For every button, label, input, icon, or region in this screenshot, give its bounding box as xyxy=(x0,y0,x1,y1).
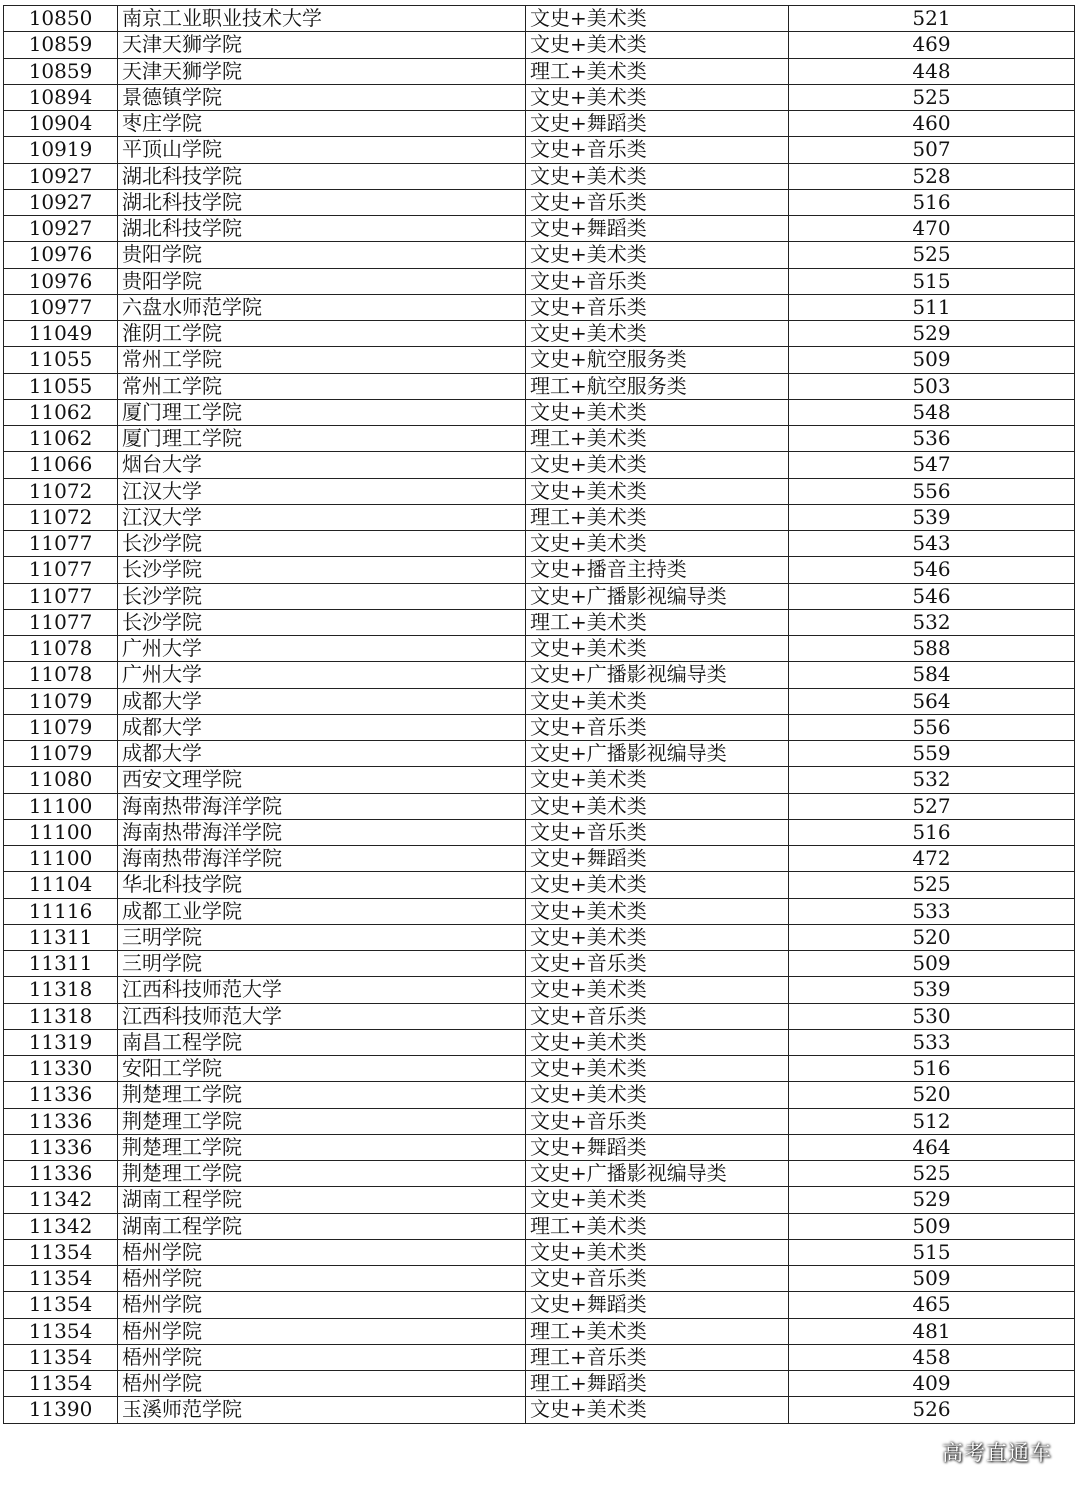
table-row xyxy=(4,111,1075,137)
institution-name-cell: 常州工学院 xyxy=(118,347,526,373)
institution-name-cell: 湖北科技学院 xyxy=(118,163,526,189)
institution-name-cell: 湖北科技学院 xyxy=(118,216,526,242)
institution-name-cell: 安阳工学院 xyxy=(118,1056,526,1082)
min-score-cell: 556 xyxy=(789,714,1075,740)
table-row xyxy=(4,58,1075,84)
subject-category-cell: 文史+音乐类 xyxy=(526,1108,789,1134)
institution-name-cell: 梧州学院 xyxy=(118,1239,526,1265)
table-row xyxy=(4,1292,1075,1318)
min-score-cell: 509 xyxy=(789,951,1075,977)
institution-code-cell: 11049 xyxy=(4,321,118,347)
subject-category-cell: 理工+美术类 xyxy=(526,1213,789,1239)
institution-code-cell: 11072 xyxy=(4,478,118,504)
institution-name-cell: 梧州学院 xyxy=(118,1266,526,1292)
institution-name-cell: 厦门理工学院 xyxy=(118,426,526,452)
table-row xyxy=(4,321,1075,347)
institution-code-cell: 10919 xyxy=(4,137,118,163)
institution-name-cell: 梧州学院 xyxy=(118,1292,526,1318)
institution-code-cell: 11330 xyxy=(4,1056,118,1082)
table-row xyxy=(4,872,1075,898)
min-score-cell: 526 xyxy=(789,1397,1075,1423)
institution-code-cell: 11336 xyxy=(4,1134,118,1160)
institution-name-cell: 长沙学院 xyxy=(118,531,526,557)
min-score-cell: 536 xyxy=(789,426,1075,452)
institution-name-cell: 长沙学院 xyxy=(118,557,526,583)
subject-category-cell: 文史+美术类 xyxy=(526,531,789,557)
subject-category-cell: 文史+舞蹈类 xyxy=(526,216,789,242)
subject-category-cell: 文史+美术类 xyxy=(526,898,789,924)
institution-code-cell: 11318 xyxy=(4,1003,118,1029)
table-row xyxy=(4,452,1075,478)
institution-name-cell: 荆楚理工学院 xyxy=(118,1082,526,1108)
subject-category-cell: 文史+航空服务类 xyxy=(526,347,789,373)
institution-name-cell: 三明学院 xyxy=(118,924,526,950)
subject-category-cell: 文史+美术类 xyxy=(526,1082,789,1108)
subject-category-cell: 理工+美术类 xyxy=(526,58,789,84)
table-row xyxy=(4,1003,1075,1029)
institution-name-cell: 长沙学院 xyxy=(118,609,526,635)
min-score-cell: 409 xyxy=(789,1371,1075,1397)
institution-name-cell: 景德镇学院 xyxy=(118,84,526,110)
min-score-cell: 525 xyxy=(789,872,1075,898)
subject-category-cell: 文史+音乐类 xyxy=(526,1266,789,1292)
institution-name-cell: 天津天狮学院 xyxy=(118,32,526,58)
institution-name-cell: 江汉大学 xyxy=(118,478,526,504)
table-row xyxy=(4,898,1075,924)
institution-code-cell: 11319 xyxy=(4,1029,118,1055)
institution-name-cell: 荆楚理工学院 xyxy=(118,1108,526,1134)
subject-category-cell: 文史+音乐类 xyxy=(526,268,789,294)
institution-name-cell: 海南热带海洋学院 xyxy=(118,819,526,845)
institution-name-cell: 海南热带海洋学院 xyxy=(118,846,526,872)
institution-name-cell: 贵阳学院 xyxy=(118,242,526,268)
institution-name-cell: 广州大学 xyxy=(118,662,526,688)
table-row xyxy=(4,531,1075,557)
institution-code-cell: 11100 xyxy=(4,846,118,872)
institution-name-cell: 厦门理工学院 xyxy=(118,399,526,425)
table-row xyxy=(4,1239,1075,1265)
min-score-cell: 539 xyxy=(789,504,1075,530)
institution-code-cell: 11354 xyxy=(4,1344,118,1370)
min-score-cell: 564 xyxy=(789,688,1075,714)
subject-category-cell: 理工+音乐类 xyxy=(526,1344,789,1370)
institution-code-cell: 11354 xyxy=(4,1292,118,1318)
table-row xyxy=(4,294,1075,320)
institution-code-cell: 11336 xyxy=(4,1161,118,1187)
score-table xyxy=(3,5,1075,1424)
institution-name-cell: 长沙学院 xyxy=(118,583,526,609)
subject-category-cell: 文史+音乐类 xyxy=(526,1003,789,1029)
table-row xyxy=(4,373,1075,399)
min-score-cell: 529 xyxy=(789,1187,1075,1213)
institution-code-cell: 11078 xyxy=(4,662,118,688)
admission-score-sheet xyxy=(3,5,1075,1424)
subject-category-cell: 文史+美术类 xyxy=(526,84,789,110)
subject-category-cell: 理工+美术类 xyxy=(526,504,789,530)
watermark: 高考直通车 xyxy=(942,1441,1052,1465)
institution-code-cell: 10927 xyxy=(4,163,118,189)
institution-name-cell: 常州工学院 xyxy=(118,373,526,399)
subject-category-cell: 文史+美术类 xyxy=(526,1397,789,1423)
subject-category-cell: 文史+美术类 xyxy=(526,1029,789,1055)
institution-name-cell: 贵阳学院 xyxy=(118,268,526,294)
table-row xyxy=(4,1371,1075,1397)
subject-category-cell: 文史+音乐类 xyxy=(526,137,789,163)
min-score-cell: 525 xyxy=(789,1161,1075,1187)
table-row xyxy=(4,636,1075,662)
subject-category-cell: 文史+美术类 xyxy=(526,1056,789,1082)
institution-code-cell: 11311 xyxy=(4,924,118,950)
institution-name-cell: 湖南工程学院 xyxy=(118,1187,526,1213)
institution-code-cell: 11336 xyxy=(4,1082,118,1108)
min-score-cell: 464 xyxy=(789,1134,1075,1160)
subject-category-cell: 文史+美术类 xyxy=(526,1187,789,1213)
subject-category-cell: 文史+美术类 xyxy=(526,242,789,268)
min-score-cell: 532 xyxy=(789,609,1075,635)
subject-category-cell: 文史+舞蹈类 xyxy=(526,846,789,872)
min-score-cell: 458 xyxy=(789,1344,1075,1370)
institution-code-cell: 11100 xyxy=(4,819,118,845)
institution-code-cell: 11079 xyxy=(4,741,118,767)
institution-name-cell: 江西科技师范大学 xyxy=(118,977,526,1003)
subject-category-cell: 文史+广播影视编导类 xyxy=(526,583,789,609)
institution-code-cell: 11116 xyxy=(4,898,118,924)
institution-code-cell: 10859 xyxy=(4,58,118,84)
min-score-cell: 584 xyxy=(789,662,1075,688)
min-score-cell: 521 xyxy=(789,6,1075,32)
subject-category-cell: 文史+美术类 xyxy=(526,977,789,1003)
table-row xyxy=(4,399,1075,425)
table-row xyxy=(4,163,1075,189)
min-score-cell: 533 xyxy=(789,1029,1075,1055)
subject-category-cell: 文史+美术类 xyxy=(526,767,789,793)
table-row xyxy=(4,714,1075,740)
table-row xyxy=(4,268,1075,294)
institution-name-cell: 湖北科技学院 xyxy=(118,189,526,215)
subject-category-cell: 文史+美术类 xyxy=(526,321,789,347)
institution-code-cell: 11354 xyxy=(4,1266,118,1292)
institution-code-cell: 10927 xyxy=(4,216,118,242)
institution-code-cell: 11311 xyxy=(4,951,118,977)
table-row xyxy=(4,189,1075,215)
institution-name-cell: 玉溪师范学院 xyxy=(118,1397,526,1423)
table-row xyxy=(4,819,1075,845)
table-row xyxy=(4,242,1075,268)
min-score-cell: 588 xyxy=(789,636,1075,662)
subject-category-cell: 文史+广播影视编导类 xyxy=(526,741,789,767)
min-score-cell: 543 xyxy=(789,531,1075,557)
subject-category-cell: 文史+音乐类 xyxy=(526,714,789,740)
min-score-cell: 516 xyxy=(789,189,1075,215)
min-score-cell: 516 xyxy=(789,819,1075,845)
institution-code-cell: 11079 xyxy=(4,688,118,714)
min-score-cell: 511 xyxy=(789,294,1075,320)
min-score-cell: 515 xyxy=(789,1239,1075,1265)
min-score-cell: 533 xyxy=(789,898,1075,924)
institution-name-cell: 荆楚理工学院 xyxy=(118,1134,526,1160)
subject-category-cell: 文史+音乐类 xyxy=(526,189,789,215)
institution-name-cell: 梧州学院 xyxy=(118,1371,526,1397)
institution-name-cell: 华北科技学院 xyxy=(118,872,526,898)
table-row xyxy=(4,1161,1075,1187)
institution-code-cell: 10894 xyxy=(4,84,118,110)
subject-category-cell: 文史+美术类 xyxy=(526,6,789,32)
score-table-body xyxy=(4,6,1075,1424)
institution-code-cell: 10927 xyxy=(4,189,118,215)
table-row xyxy=(4,557,1075,583)
institution-code-cell: 11342 xyxy=(4,1213,118,1239)
institution-code-cell: 10850 xyxy=(4,6,118,32)
table-row xyxy=(4,1108,1075,1134)
subject-category-cell: 文史+美术类 xyxy=(526,924,789,950)
min-score-cell: 520 xyxy=(789,1082,1075,1108)
min-score-cell: 559 xyxy=(789,741,1075,767)
subject-category-cell: 文史+广播影视编导类 xyxy=(526,1161,789,1187)
table-row xyxy=(4,1397,1075,1423)
institution-code-cell: 11077 xyxy=(4,531,118,557)
subject-category-cell: 文史+美术类 xyxy=(526,163,789,189)
institution-code-cell: 11066 xyxy=(4,452,118,478)
institution-code-cell: 10976 xyxy=(4,242,118,268)
min-score-cell: 525 xyxy=(789,84,1075,110)
subject-category-cell: 文史+美术类 xyxy=(526,452,789,478)
subject-category-cell: 文史+美术类 xyxy=(526,32,789,58)
min-score-cell: 539 xyxy=(789,977,1075,1003)
institution-code-cell: 11354 xyxy=(4,1371,118,1397)
institution-code-cell: 11336 xyxy=(4,1108,118,1134)
min-score-cell: 548 xyxy=(789,399,1075,425)
subject-category-cell: 文史+美术类 xyxy=(526,688,789,714)
subject-category-cell: 文史+美术类 xyxy=(526,636,789,662)
institution-name-cell: 海南热带海洋学院 xyxy=(118,793,526,819)
institution-name-cell: 六盘水师范学院 xyxy=(118,294,526,320)
min-score-cell: 509 xyxy=(789,1266,1075,1292)
min-score-cell: 530 xyxy=(789,1003,1075,1029)
institution-code-cell: 10859 xyxy=(4,32,118,58)
subject-category-cell: 文史+舞蹈类 xyxy=(526,111,789,137)
table-row xyxy=(4,609,1075,635)
subject-category-cell: 理工+美术类 xyxy=(526,609,789,635)
subject-category-cell: 文史+播音主持类 xyxy=(526,557,789,583)
institution-code-cell: 11390 xyxy=(4,1397,118,1423)
institution-code-cell: 11100 xyxy=(4,793,118,819)
table-row xyxy=(4,216,1075,242)
min-score-cell: 529 xyxy=(789,321,1075,347)
table-row xyxy=(4,478,1075,504)
min-score-cell: 469 xyxy=(789,32,1075,58)
table-row xyxy=(4,1213,1075,1239)
table-row xyxy=(4,1029,1075,1055)
table-row xyxy=(4,846,1075,872)
institution-code-cell: 11055 xyxy=(4,347,118,373)
min-score-cell: 532 xyxy=(789,767,1075,793)
institution-code-cell: 10976 xyxy=(4,268,118,294)
min-score-cell: 470 xyxy=(789,216,1075,242)
institution-name-cell: 烟台大学 xyxy=(118,452,526,478)
institution-name-cell: 江西科技师范大学 xyxy=(118,1003,526,1029)
institution-code-cell: 11077 xyxy=(4,557,118,583)
subject-category-cell: 文史+美术类 xyxy=(526,872,789,898)
institution-code-cell: 11077 xyxy=(4,609,118,635)
institution-name-cell: 广州大学 xyxy=(118,636,526,662)
institution-name-cell: 成都大学 xyxy=(118,741,526,767)
min-score-cell: 460 xyxy=(789,111,1075,137)
min-score-cell: 512 xyxy=(789,1108,1075,1134)
institution-code-cell: 10904 xyxy=(4,111,118,137)
min-score-cell: 528 xyxy=(789,163,1075,189)
subject-category-cell: 文史+音乐类 xyxy=(526,294,789,320)
table-row xyxy=(4,1318,1075,1344)
table-row xyxy=(4,924,1075,950)
min-score-cell: 516 xyxy=(789,1056,1075,1082)
institution-code-cell: 11080 xyxy=(4,767,118,793)
min-score-cell: 481 xyxy=(789,1318,1075,1344)
table-row xyxy=(4,426,1075,452)
subject-category-cell: 理工+美术类 xyxy=(526,1318,789,1344)
institution-code-cell: 11354 xyxy=(4,1318,118,1344)
min-score-cell: 520 xyxy=(789,924,1075,950)
institution-name-cell: 西安文理学院 xyxy=(118,767,526,793)
institution-code-cell: 11062 xyxy=(4,399,118,425)
subject-category-cell: 理工+美术类 xyxy=(526,426,789,452)
min-score-cell: 448 xyxy=(789,58,1075,84)
institution-name-cell: 三明学院 xyxy=(118,951,526,977)
institution-name-cell: 平顶山学院 xyxy=(118,137,526,163)
institution-name-cell: 成都工业学院 xyxy=(118,898,526,924)
institution-code-cell: 11072 xyxy=(4,504,118,530)
table-row xyxy=(4,1187,1075,1213)
table-row xyxy=(4,84,1075,110)
table-row xyxy=(4,767,1075,793)
institution-code-cell: 11342 xyxy=(4,1187,118,1213)
min-score-cell: 556 xyxy=(789,478,1075,504)
table-row xyxy=(4,688,1075,714)
table-row xyxy=(4,6,1075,32)
table-row xyxy=(4,1266,1075,1292)
subject-category-cell: 文史+舞蹈类 xyxy=(526,1292,789,1318)
min-score-cell: 527 xyxy=(789,793,1075,819)
table-row xyxy=(4,137,1075,163)
table-row xyxy=(4,741,1075,767)
institution-code-cell: 10977 xyxy=(4,294,118,320)
table-row xyxy=(4,1082,1075,1108)
institution-code-cell: 11318 xyxy=(4,977,118,1003)
institution-code-cell: 11079 xyxy=(4,714,118,740)
institution-code-cell: 11078 xyxy=(4,636,118,662)
min-score-cell: 465 xyxy=(789,1292,1075,1318)
min-score-cell: 472 xyxy=(789,846,1075,872)
institution-name-cell: 湖南工程学院 xyxy=(118,1213,526,1239)
institution-code-cell: 11354 xyxy=(4,1239,118,1265)
institution-name-cell: 梧州学院 xyxy=(118,1318,526,1344)
table-row xyxy=(4,1056,1075,1082)
institution-name-cell: 淮阴工学院 xyxy=(118,321,526,347)
institution-code-cell: 11077 xyxy=(4,583,118,609)
table-row xyxy=(4,32,1075,58)
min-score-cell: 546 xyxy=(789,583,1075,609)
min-score-cell: 507 xyxy=(789,137,1075,163)
table-row xyxy=(4,347,1075,373)
institution-name-cell: 南昌工程学院 xyxy=(118,1029,526,1055)
institution-name-cell: 南京工业职业技术大学 xyxy=(118,6,526,32)
institution-code-cell: 11104 xyxy=(4,872,118,898)
institution-name-cell: 天津天狮学院 xyxy=(118,58,526,84)
subject-category-cell: 文史+美术类 xyxy=(526,399,789,425)
subject-category-cell: 文史+音乐类 xyxy=(526,819,789,845)
table-row xyxy=(4,583,1075,609)
subject-category-cell: 文史+美术类 xyxy=(526,793,789,819)
subject-category-cell: 文史+音乐类 xyxy=(526,951,789,977)
min-score-cell: 509 xyxy=(789,1213,1075,1239)
table-row xyxy=(4,1134,1075,1160)
min-score-cell: 503 xyxy=(789,373,1075,399)
institution-name-cell: 成都大学 xyxy=(118,714,526,740)
institution-name-cell: 梧州学院 xyxy=(118,1344,526,1370)
subject-category-cell: 文史+舞蹈类 xyxy=(526,1134,789,1160)
subject-category-cell: 文史+美术类 xyxy=(526,1239,789,1265)
subject-category-cell: 文史+广播影视编导类 xyxy=(526,662,789,688)
table-row xyxy=(4,977,1075,1003)
subject-category-cell: 文史+美术类 xyxy=(526,478,789,504)
table-row xyxy=(4,793,1075,819)
min-score-cell: 509 xyxy=(789,347,1075,373)
institution-name-cell: 荆楚理工学院 xyxy=(118,1161,526,1187)
table-row xyxy=(4,951,1075,977)
table-row xyxy=(4,504,1075,530)
subject-category-cell: 理工+舞蹈类 xyxy=(526,1371,789,1397)
min-score-cell: 547 xyxy=(789,452,1075,478)
subject-category-cell: 理工+航空服务类 xyxy=(526,373,789,399)
table-row xyxy=(4,662,1075,688)
institution-code-cell: 11062 xyxy=(4,426,118,452)
institution-name-cell: 枣庄学院 xyxy=(118,111,526,137)
min-score-cell: 515 xyxy=(789,268,1075,294)
institution-name-cell: 江汉大学 xyxy=(118,504,526,530)
institution-name-cell: 成都大学 xyxy=(118,688,526,714)
table-row xyxy=(4,1344,1075,1370)
institution-code-cell: 11055 xyxy=(4,373,118,399)
min-score-cell: 525 xyxy=(789,242,1075,268)
min-score-cell: 546 xyxy=(789,557,1075,583)
